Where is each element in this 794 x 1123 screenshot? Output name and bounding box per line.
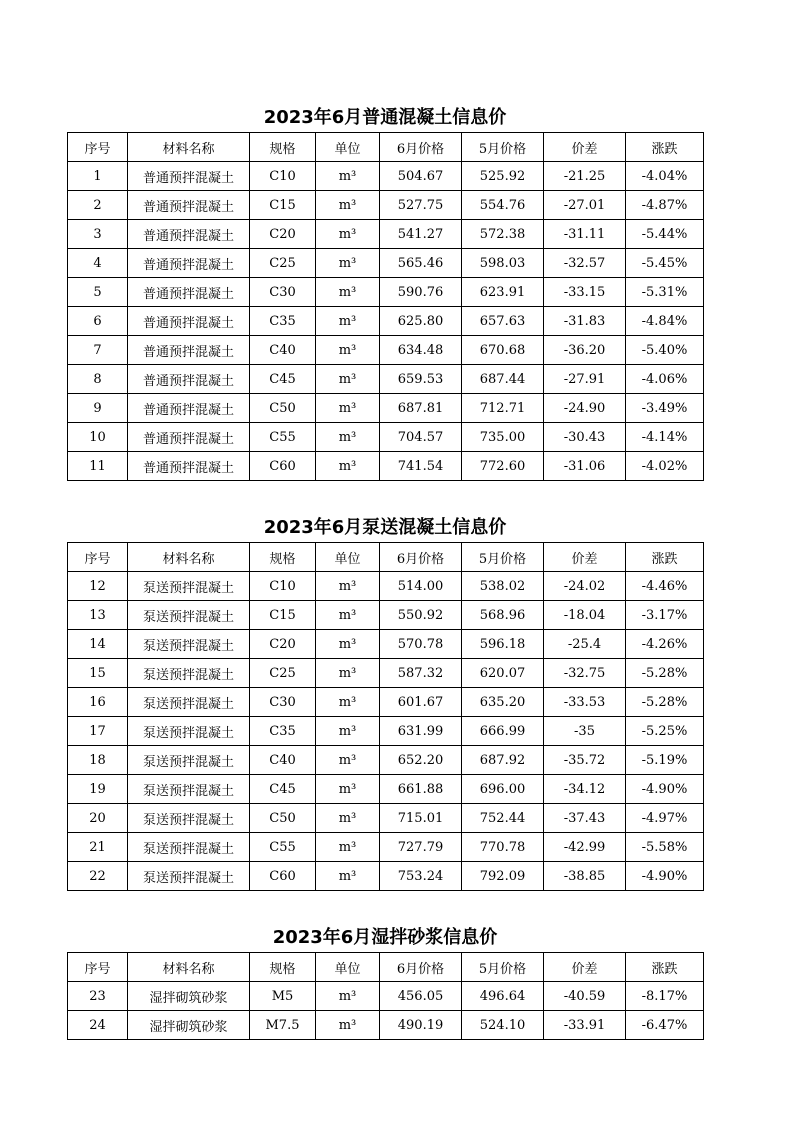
column-header: 规格 bbox=[250, 543, 316, 572]
table-row bbox=[68, 862, 704, 891]
table-row bbox=[68, 220, 704, 249]
unit-cell: m³ bbox=[316, 659, 380, 688]
change-pct-cell: -8.17% bbox=[626, 982, 704, 1011]
section-pumped-concrete bbox=[67, 514, 703, 891]
header-row bbox=[68, 543, 704, 572]
seq-cell: 10 bbox=[68, 423, 128, 452]
unit-cell: m³ bbox=[316, 278, 380, 307]
change-pct-cell: -4.14% bbox=[626, 423, 704, 452]
column-header: 序号 bbox=[68, 133, 128, 162]
may-price-cell: 524.10 bbox=[462, 1011, 544, 1040]
june-price-cell: 753.24 bbox=[380, 862, 462, 891]
may-price-cell: 772.60 bbox=[462, 452, 544, 481]
table-row bbox=[68, 452, 704, 481]
material-name-cell: 泵送预拌混凝土 bbox=[128, 601, 250, 630]
june-price-cell: 704.57 bbox=[380, 423, 462, 452]
june-price-cell: 527.75 bbox=[380, 191, 462, 220]
table-row bbox=[68, 804, 704, 833]
price-diff-cell: -35 bbox=[544, 717, 626, 746]
seq-cell: 22 bbox=[68, 862, 128, 891]
unit-cell: m³ bbox=[316, 1011, 380, 1040]
june-price-cell: 541.27 bbox=[380, 220, 462, 249]
unit-cell: m³ bbox=[316, 191, 380, 220]
material-name-cell: 泵送预拌混凝土 bbox=[128, 659, 250, 688]
spec-cell: C10 bbox=[250, 162, 316, 191]
change-pct-cell: -6.47% bbox=[626, 1011, 704, 1040]
seq-cell: 3 bbox=[68, 220, 128, 249]
seq-cell: 1 bbox=[68, 162, 128, 191]
price-diff-cell: -37.43 bbox=[544, 804, 626, 833]
unit-cell: m³ bbox=[316, 601, 380, 630]
seq-cell: 24 bbox=[68, 1011, 128, 1040]
change-pct-cell: -5.44% bbox=[626, 220, 704, 249]
change-pct-cell: -5.25% bbox=[626, 717, 704, 746]
price-diff-cell: -31.83 bbox=[544, 307, 626, 336]
may-price-cell: 657.63 bbox=[462, 307, 544, 336]
may-price-cell: 687.44 bbox=[462, 365, 544, 394]
may-price-cell: 554.76 bbox=[462, 191, 544, 220]
seq-cell: 12 bbox=[68, 572, 128, 601]
table-row bbox=[68, 423, 704, 452]
june-price-cell: 661.88 bbox=[380, 775, 462, 804]
spec-cell: C20 bbox=[250, 630, 316, 659]
june-price-cell: 625.80 bbox=[380, 307, 462, 336]
material-name-cell: 普通预拌混凝土 bbox=[128, 278, 250, 307]
material-name-cell: 普通预拌混凝土 bbox=[128, 249, 250, 278]
section-wet-mortar bbox=[67, 924, 703, 1040]
change-pct-cell: -4.90% bbox=[626, 775, 704, 804]
unit-cell: m³ bbox=[316, 804, 380, 833]
table-row bbox=[68, 191, 704, 220]
unit-cell: m³ bbox=[316, 394, 380, 423]
column-header: 6月价格 bbox=[380, 543, 462, 572]
may-price-cell: 687.92 bbox=[462, 746, 544, 775]
material-name-cell: 泵送预拌混凝土 bbox=[128, 804, 250, 833]
column-header: 涨跌 bbox=[626, 133, 704, 162]
june-price-cell: 631.99 bbox=[380, 717, 462, 746]
table-row bbox=[68, 601, 704, 630]
change-pct-cell: -5.19% bbox=[626, 746, 704, 775]
column-header: 价差 bbox=[544, 953, 626, 982]
column-header: 材料名称 bbox=[128, 543, 250, 572]
price-diff-cell: -27.91 bbox=[544, 365, 626, 394]
material-name-cell: 泵送预拌混凝土 bbox=[128, 688, 250, 717]
seq-cell: 18 bbox=[68, 746, 128, 775]
change-pct-cell: -4.04% bbox=[626, 162, 704, 191]
may-price-cell: 770.78 bbox=[462, 833, 544, 862]
table-row bbox=[68, 717, 704, 746]
table-row bbox=[68, 572, 704, 601]
may-price-cell: 598.03 bbox=[462, 249, 544, 278]
header-row bbox=[68, 953, 704, 982]
column-header: 5月价格 bbox=[462, 543, 544, 572]
change-pct-cell: -5.45% bbox=[626, 249, 704, 278]
table-row bbox=[68, 336, 704, 365]
table-row bbox=[68, 249, 704, 278]
may-price-cell: 735.00 bbox=[462, 423, 544, 452]
seq-cell: 9 bbox=[68, 394, 128, 423]
seq-cell: 6 bbox=[68, 307, 128, 336]
price-table bbox=[67, 542, 704, 891]
seq-cell: 15 bbox=[68, 659, 128, 688]
price-diff-cell: -40.59 bbox=[544, 982, 626, 1011]
seq-cell: 14 bbox=[68, 630, 128, 659]
spec-cell: C15 bbox=[250, 601, 316, 630]
may-price-cell: 666.99 bbox=[462, 717, 544, 746]
change-pct-cell: -4.87% bbox=[626, 191, 704, 220]
column-header: 材料名称 bbox=[128, 133, 250, 162]
spec-cell: C25 bbox=[250, 659, 316, 688]
spec-cell: C30 bbox=[250, 278, 316, 307]
may-price-cell: 623.91 bbox=[462, 278, 544, 307]
material-name-cell: 湿拌砌筑砂浆 bbox=[128, 982, 250, 1011]
material-name-cell: 普通预拌混凝土 bbox=[128, 307, 250, 336]
column-header: 规格 bbox=[250, 133, 316, 162]
price-diff-cell: -31.06 bbox=[544, 452, 626, 481]
june-price-cell: 741.54 bbox=[380, 452, 462, 481]
seq-cell: 7 bbox=[68, 336, 128, 365]
unit-cell: m³ bbox=[316, 452, 380, 481]
material-name-cell: 普通预拌混凝土 bbox=[128, 394, 250, 423]
spec-cell: C25 bbox=[250, 249, 316, 278]
unit-cell: m³ bbox=[316, 862, 380, 891]
material-name-cell: 泵送预拌混凝土 bbox=[128, 630, 250, 659]
material-name-cell: 普通预拌混凝土 bbox=[128, 336, 250, 365]
price-diff-cell: -27.01 bbox=[544, 191, 626, 220]
change-pct-cell: -5.28% bbox=[626, 688, 704, 717]
seq-cell: 5 bbox=[68, 278, 128, 307]
spec-cell: C50 bbox=[250, 804, 316, 833]
may-price-cell: 572.38 bbox=[462, 220, 544, 249]
material-name-cell: 泵送预拌混凝土 bbox=[128, 717, 250, 746]
seq-cell: 16 bbox=[68, 688, 128, 717]
spec-cell: C50 bbox=[250, 394, 316, 423]
change-pct-cell: -4.97% bbox=[626, 804, 704, 833]
june-price-cell: 587.32 bbox=[380, 659, 462, 688]
change-pct-cell: -5.58% bbox=[626, 833, 704, 862]
unit-cell: m³ bbox=[316, 365, 380, 394]
june-price-cell: 570.78 bbox=[380, 630, 462, 659]
section-title: 2023年6月湿拌砂浆信息价 bbox=[272, 927, 498, 948]
column-header: 价差 bbox=[544, 543, 626, 572]
table-row bbox=[68, 746, 704, 775]
spec-cell: C55 bbox=[250, 833, 316, 862]
change-pct-cell: -4.84% bbox=[626, 307, 704, 336]
price-diff-cell: -38.85 bbox=[544, 862, 626, 891]
june-price-cell: 652.20 bbox=[380, 746, 462, 775]
unit-cell: m³ bbox=[316, 249, 380, 278]
unit-cell: m³ bbox=[316, 688, 380, 717]
june-price-cell: 490.19 bbox=[380, 1011, 462, 1040]
spec-cell: M7.5 bbox=[250, 1011, 316, 1040]
material-name-cell: 泵送预拌混凝土 bbox=[128, 746, 250, 775]
unit-cell: m³ bbox=[316, 423, 380, 452]
may-price-cell: 596.18 bbox=[462, 630, 544, 659]
seq-cell: 2 bbox=[68, 191, 128, 220]
price-diff-cell: -33.53 bbox=[544, 688, 626, 717]
table-row bbox=[68, 775, 704, 804]
spec-cell: C40 bbox=[250, 336, 316, 365]
seq-cell: 20 bbox=[68, 804, 128, 833]
unit-cell: m³ bbox=[316, 307, 380, 336]
may-price-cell: 538.02 bbox=[462, 572, 544, 601]
spec-cell: M5 bbox=[250, 982, 316, 1011]
price-diff-cell: -35.72 bbox=[544, 746, 626, 775]
material-name-cell: 泵送预拌混凝土 bbox=[128, 572, 250, 601]
table-row bbox=[68, 162, 704, 191]
change-pct-cell: -5.28% bbox=[626, 659, 704, 688]
table-row bbox=[68, 630, 704, 659]
price-table bbox=[67, 132, 704, 481]
unit-cell: m³ bbox=[316, 220, 380, 249]
table-row bbox=[68, 659, 704, 688]
price-diff-cell: -42.99 bbox=[544, 833, 626, 862]
material-name-cell: 泵送预拌混凝土 bbox=[128, 775, 250, 804]
price-diff-cell: -32.75 bbox=[544, 659, 626, 688]
unit-cell: m³ bbox=[316, 746, 380, 775]
spec-cell: C45 bbox=[250, 365, 316, 394]
unit-cell: m³ bbox=[316, 717, 380, 746]
column-header: 材料名称 bbox=[128, 953, 250, 982]
unit-cell: m³ bbox=[316, 630, 380, 659]
column-header: 规格 bbox=[250, 953, 316, 982]
may-price-cell: 696.00 bbox=[462, 775, 544, 804]
price-diff-cell: -34.12 bbox=[544, 775, 626, 804]
spec-cell: C20 bbox=[250, 220, 316, 249]
material-name-cell: 普通预拌混凝土 bbox=[128, 191, 250, 220]
unit-cell: m³ bbox=[316, 572, 380, 601]
june-price-cell: 504.67 bbox=[380, 162, 462, 191]
spec-cell: C10 bbox=[250, 572, 316, 601]
change-pct-cell: -4.90% bbox=[626, 862, 704, 891]
change-pct-cell: -4.26% bbox=[626, 630, 704, 659]
column-header: 序号 bbox=[68, 543, 128, 572]
seq-cell: 8 bbox=[68, 365, 128, 394]
seq-cell: 4 bbox=[68, 249, 128, 278]
unit-cell: m³ bbox=[316, 336, 380, 365]
price-diff-cell: -24.90 bbox=[544, 394, 626, 423]
june-price-cell: 715.01 bbox=[380, 804, 462, 833]
spec-cell: C40 bbox=[250, 746, 316, 775]
unit-cell: m³ bbox=[316, 775, 380, 804]
column-header: 单位 bbox=[316, 953, 380, 982]
spec-cell: C55 bbox=[250, 423, 316, 452]
table-row bbox=[68, 307, 704, 336]
spec-cell: C35 bbox=[250, 307, 316, 336]
material-name-cell: 普通预拌混凝土 bbox=[128, 162, 250, 191]
material-name-cell: 泵送预拌混凝土 bbox=[128, 833, 250, 862]
material-name-cell: 普通预拌混凝土 bbox=[128, 220, 250, 249]
price-diff-cell: -33.91 bbox=[544, 1011, 626, 1040]
table-row bbox=[68, 833, 704, 862]
material-name-cell: 普通预拌混凝土 bbox=[128, 423, 250, 452]
june-price-cell: 634.48 bbox=[380, 336, 462, 365]
may-price-cell: 635.20 bbox=[462, 688, 544, 717]
may-price-cell: 496.64 bbox=[462, 982, 544, 1011]
table-row bbox=[68, 278, 704, 307]
change-pct-cell: -5.40% bbox=[626, 336, 704, 365]
seq-cell: 17 bbox=[68, 717, 128, 746]
table-row bbox=[68, 394, 704, 423]
column-header: 价差 bbox=[544, 133, 626, 162]
spec-cell: C45 bbox=[250, 775, 316, 804]
unit-cell: m³ bbox=[316, 162, 380, 191]
price-diff-cell: -25.4 bbox=[544, 630, 626, 659]
price-diff-cell: -32.57 bbox=[544, 249, 626, 278]
may-price-cell: 752.44 bbox=[462, 804, 544, 833]
june-price-cell: 601.67 bbox=[380, 688, 462, 717]
june-price-cell: 590.76 bbox=[380, 278, 462, 307]
column-header: 单位 bbox=[316, 543, 380, 572]
column-header: 涨跌 bbox=[626, 543, 704, 572]
spec-cell: C60 bbox=[250, 862, 316, 891]
may-price-cell: 670.68 bbox=[462, 336, 544, 365]
material-name-cell: 湿拌砌筑砂浆 bbox=[128, 1011, 250, 1040]
spec-cell: C60 bbox=[250, 452, 316, 481]
column-header: 涨跌 bbox=[626, 953, 704, 982]
seq-cell: 13 bbox=[68, 601, 128, 630]
unit-cell: m³ bbox=[316, 833, 380, 862]
june-price-cell: 687.81 bbox=[380, 394, 462, 423]
section-title: 2023年6月普通混凝土信息价 bbox=[263, 107, 507, 128]
unit-cell: m³ bbox=[316, 982, 380, 1011]
column-header: 单位 bbox=[316, 133, 380, 162]
change-pct-cell: -3.17% bbox=[626, 601, 704, 630]
price-diff-cell: -21.25 bbox=[544, 162, 626, 191]
section-regular-concrete bbox=[67, 104, 703, 481]
section-title: 2023年6月泵送混凝土信息价 bbox=[263, 517, 507, 538]
june-price-cell: 456.05 bbox=[380, 982, 462, 1011]
june-price-cell: 659.53 bbox=[380, 365, 462, 394]
june-price-cell: 565.46 bbox=[380, 249, 462, 278]
change-pct-cell: -5.31% bbox=[626, 278, 704, 307]
june-price-cell: 550.92 bbox=[380, 601, 462, 630]
spec-cell: C15 bbox=[250, 191, 316, 220]
may-price-cell: 568.96 bbox=[462, 601, 544, 630]
june-price-cell: 727.79 bbox=[380, 833, 462, 862]
spec-cell: C35 bbox=[250, 717, 316, 746]
may-price-cell: 712.71 bbox=[462, 394, 544, 423]
seq-cell: 19 bbox=[68, 775, 128, 804]
change-pct-cell: -3.49% bbox=[626, 394, 704, 423]
table-row bbox=[68, 1011, 704, 1040]
material-name-cell: 泵送预拌混凝土 bbox=[128, 862, 250, 891]
table-row bbox=[68, 688, 704, 717]
table-row bbox=[68, 365, 704, 394]
may-price-cell: 525.92 bbox=[462, 162, 544, 191]
price-diff-cell: -33.15 bbox=[544, 278, 626, 307]
change-pct-cell: -4.46% bbox=[626, 572, 704, 601]
price-diff-cell: -36.20 bbox=[544, 336, 626, 365]
column-header: 5月价格 bbox=[462, 953, 544, 982]
column-header: 序号 bbox=[68, 953, 128, 982]
seq-cell: 11 bbox=[68, 452, 128, 481]
material-name-cell: 普通预拌混凝土 bbox=[128, 365, 250, 394]
price-diff-cell: -30.43 bbox=[544, 423, 626, 452]
june-price-cell: 514.00 bbox=[380, 572, 462, 601]
spec-cell: C30 bbox=[250, 688, 316, 717]
may-price-cell: 620.07 bbox=[462, 659, 544, 688]
column-header: 6月价格 bbox=[380, 953, 462, 982]
price-diff-cell: -24.02 bbox=[544, 572, 626, 601]
table-row bbox=[68, 982, 704, 1011]
material-name-cell: 普通预拌混凝土 bbox=[128, 452, 250, 481]
change-pct-cell: -4.02% bbox=[626, 452, 704, 481]
change-pct-cell: -4.06% bbox=[626, 365, 704, 394]
column-header: 5月价格 bbox=[462, 133, 544, 162]
may-price-cell: 792.09 bbox=[462, 862, 544, 891]
header-row bbox=[68, 133, 704, 162]
price-table bbox=[67, 952, 704, 1040]
price-diff-cell: -31.11 bbox=[544, 220, 626, 249]
seq-cell: 23 bbox=[68, 982, 128, 1011]
seq-cell: 21 bbox=[68, 833, 128, 862]
price-diff-cell: -18.04 bbox=[544, 601, 626, 630]
column-header: 6月价格 bbox=[380, 133, 462, 162]
